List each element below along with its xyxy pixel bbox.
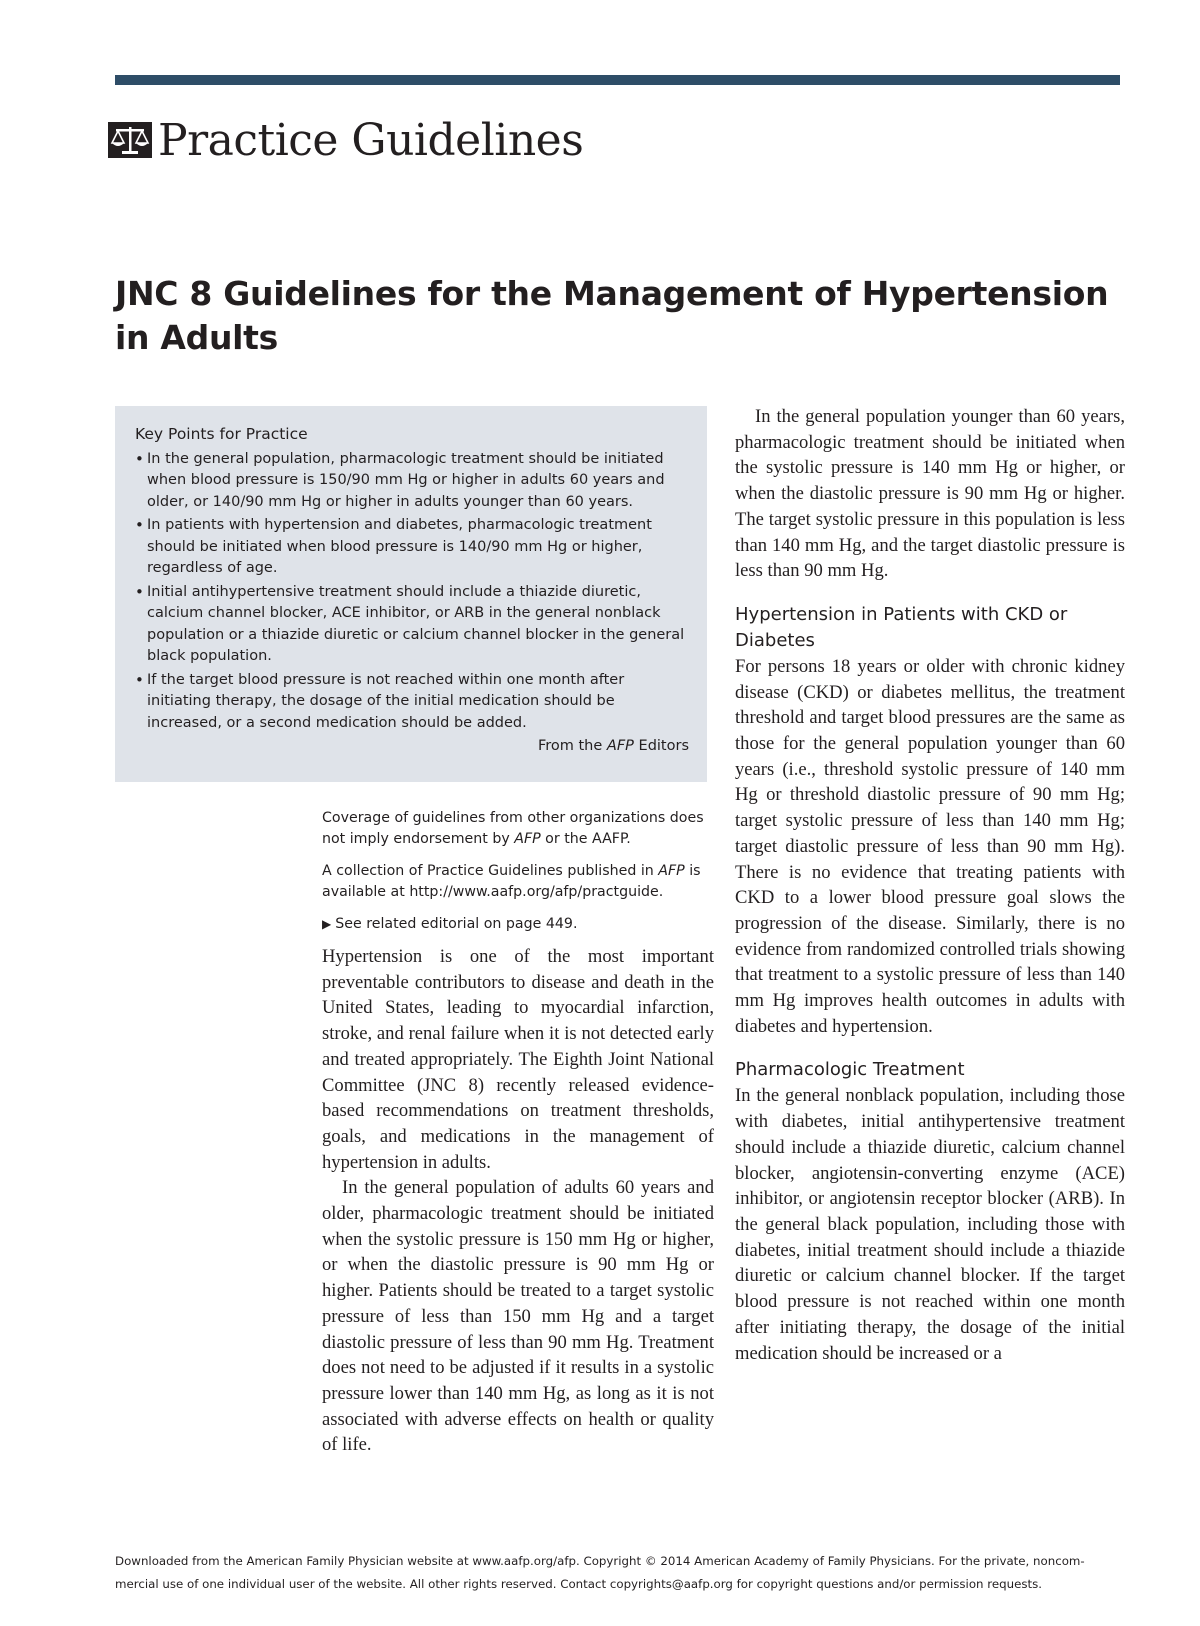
key-points-source [135, 736, 689, 758]
coverage-text: Coverage of guidelines from other organizations does not imply endorsement by [322, 810, 704, 847]
key-point: • Initial antihypertensive treatment should include a thiazide diuretic, calcium channel blocker, ACE inhibitor, or ARB in the general nonblack population or a thiazide diuretic or calcium channel blocker in the general black population. [135, 582, 689, 668]
collection-text: A collection of Practice Guidelines published in [322, 863, 659, 879]
key-point: • If the target blood pressure is not reached within one month after initiating therapy, the dosage of the initial medication should be increased, or a second medication should be added. [135, 670, 689, 735]
top-rule [115, 75, 1120, 85]
body-paragraph: In the general nonblack population, including those with diabetes, initial antihypertensive treatment should include a thiazide diuretic, calcium channel blocker, angiotensin-converting enzyme (ACE) inhibitor, or angiotensin receptor blocker (ARB). In the general black population, including those with diabetes, initial treatment should include a thiazide diuretic or calcium channel blocker. If the target blood pressure is not reached within one month after initiating therapy, the dosage of the initial medication should be increased or a [735, 1085, 1125, 1364]
body-column-right [735, 404, 1125, 1366]
key-point: • In patients with hypertension and diabetes, pharmacologic treatment should be initiated when blood pressure is 140/90 mm Hg or higher, regardless of age. [135, 515, 689, 580]
subheading-ckd-diabetes: Hypertension in Patients with CKD or Diabetes [735, 603, 1068, 651]
source-journal: AFP [606, 738, 634, 754]
footer-line: mercial use of one individual user of the website. All other rights reserved. Contact copyrights@aafp.org for copyright questions and/or permission requests. [115, 1577, 1043, 1591]
coverage-note [322, 808, 714, 850]
collection-note [322, 861, 714, 903]
body-paragraph: Hypertension is one of the most important preventable contributors to disease and death in the United States, leading to myocardial infarction, stroke, and renal failure when it is not detected early and treated appropriately. The Eighth Joint National Committee (JNC 8) recently released evidence-based recommendations on treatment thresholds, goals, and medications in the management of hypertension in adults. [322, 946, 714, 1173]
body-paragraph: In the general population younger than 60 years, pharmacologic treatment should be initiated when the systolic pressure is 140 mm Hg or higher, or when the diastolic pressure is 90 mm Hg or higher. The target systolic pressure in this population is less than 140 mm Hg, and the target diastolic pressure is less than 90 mm Hg. [735, 406, 1125, 582]
key-points-box [115, 406, 707, 782]
section-header [108, 110, 583, 170]
key-points-list [135, 449, 689, 735]
key-points-heading: Key Points for Practice [135, 425, 308, 443]
body-column-middle [322, 944, 714, 1458]
editorial-notes [322, 808, 714, 946]
source-prefix: From the [537, 738, 607, 754]
subheading-pharmacologic-treatment: Pharmacologic Treatment [735, 1059, 965, 1081]
collection-journal: AFP [658, 863, 685, 879]
article-title: JNC 8 Guidelines for the Management of Hypertension in Adults [115, 274, 1109, 357]
related-editorial-text: See related editorial on page 449. [335, 916, 578, 932]
body-paragraph: For persons 18 years or older with chronic kidney disease (CKD) or diabetes mellitus, the treatment threshold and target blood pressures are the same as those for the general population younger than 60 years (i.e., threshold systolic pressure of 140 mm Hg or threshold diastolic pressure of 90 mm Hg; target systolic pressure of less than 140 mm Hg; target diastolic pressure of less than 90 mm Hg). There is no evidence that treating patients with CKD to a lower blood pressure goal slows the progression of the disease. Similarly, there is no evidence from randomized controlled trials showing that treatment to a systolic pressure of less than 140 mm Hg improves health outcomes in adults with diabetes and hypertension. [735, 655, 1125, 1037]
footer-line: Downloaded from the American Family Physician website at www.aafp.org/afp. Copyright © 2014 American Academy of Family Physicians. For the private, noncom- [115, 1554, 1085, 1568]
related-editorial[interactable] [322, 914, 714, 935]
triangle-right-icon: ▶ [322, 917, 332, 931]
coverage-suffix: or the AAFP. [540, 831, 631, 847]
page-footer [115, 1550, 1125, 1596]
coverage-journal: AFP [514, 831, 541, 847]
source-suffix: Editors [633, 738, 689, 754]
key-point: • In the general population, pharmacologic treatment should be initiated when blood pressure is 150/90 mm Hg or higher in adults 60 years and older, or 140/90 mm Hg or higher in adults younger than 60 years. [135, 449, 689, 514]
section-title: Practice Guidelines [158, 114, 584, 166]
body-paragraph: In the general population of adults 60 years and older, pharmacologic treatment should be initiated when the systolic pressure is 150 mm Hg or higher, or when the diastolic pressure is 90 mm Hg or higher. Patients should be treated to a target systolic pressure of less than 150 mm Hg and a target diastolic pressure of less than 90 mm Hg. Treatment does not need to be adjusted if it results in a systolic pressure lower than 140 mm Hg, as long as it is not associated with adverse effects on health or quality of life. [322, 1177, 714, 1456]
scales-of-justice-icon [108, 122, 152, 158]
collection-link[interactable]: is available at http://www.aafp.org/afp/practguide. [322, 863, 701, 900]
